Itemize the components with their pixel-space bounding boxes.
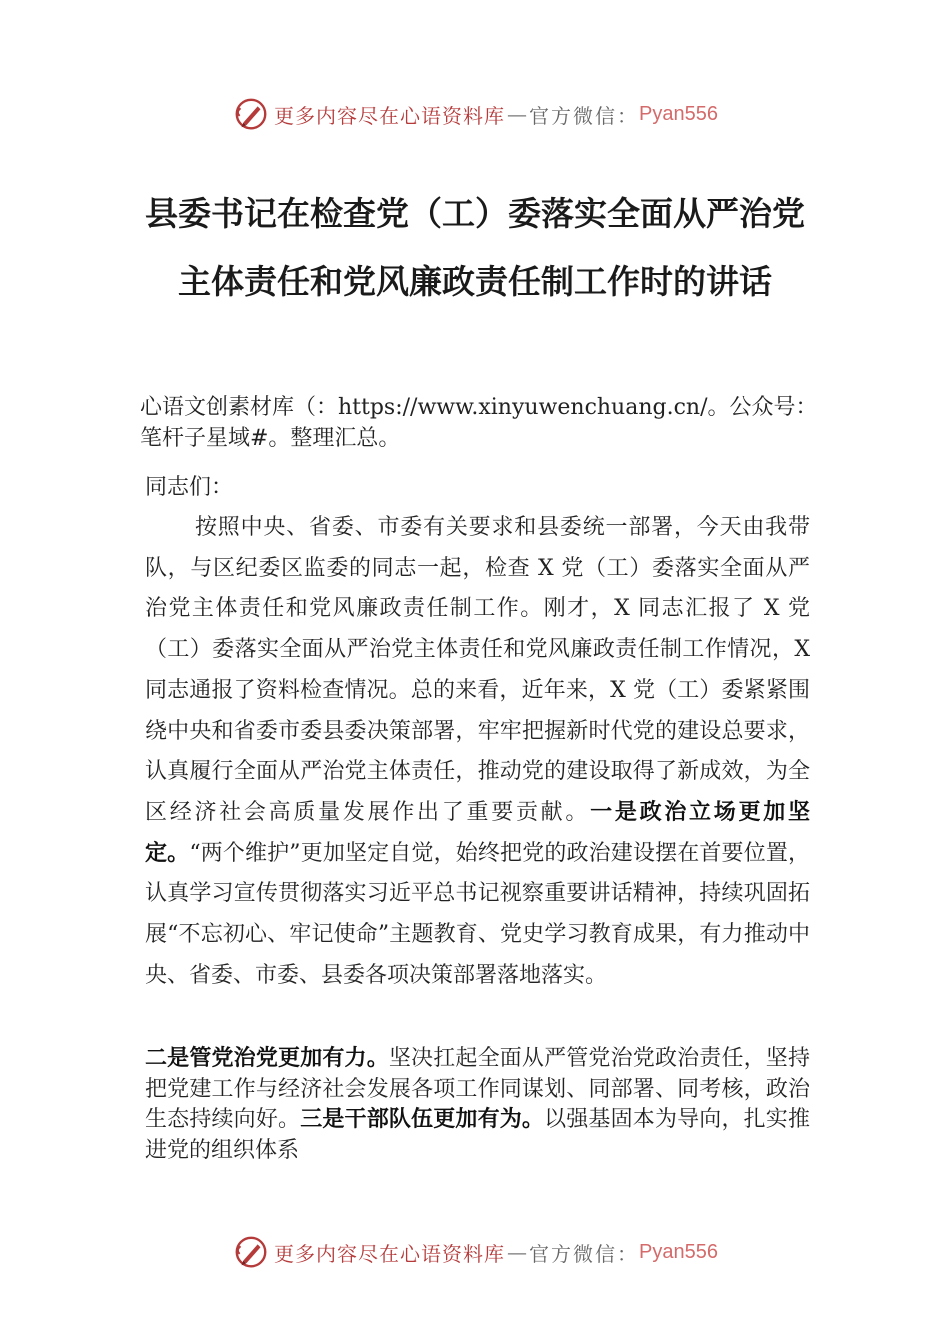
banner-wechat-id: Pyan556 xyxy=(639,102,718,125)
pen-logo-icon xyxy=(232,1233,270,1271)
banner-slogan: 更多内容尽在心语资料库 xyxy=(274,1241,506,1266)
point-1-text: “两个维护”更加坚定自觉，始终把党的政治建设摆在首要位置，认真学习宣传贯彻落实习近平总书记视察重要讲话精神，持续巩固拓展“不忘初心、牢记使命”主题教育、党史学习教育成果，有力推动中央、省委、市委、县委各项决策部署落地落实。 xyxy=(145,840,810,988)
banner-separator: — xyxy=(507,102,528,126)
point-1-heading: 一是政治立场更加坚定。 xyxy=(145,799,810,866)
point-3-text: 以强基固本为导向，扎实推进党的组织体系 xyxy=(145,1107,810,1163)
point-2-heading: 二是管党治党更加有力。 xyxy=(145,1046,389,1071)
banner-wechat-label: 官方微信： xyxy=(529,1241,640,1266)
document-title: 县委书记在检查党（工）委落实全面从严治党主体责任和党风廉政责任制工作时的讲话 xyxy=(145,194,805,301)
paragraph-1 xyxy=(145,508,810,996)
footer-banner xyxy=(0,1232,950,1272)
banner-slogan: 更多内容尽在心语资料库 xyxy=(274,103,506,128)
paragraph-2 xyxy=(145,1044,810,1166)
greeting: 同志们： xyxy=(145,475,234,500)
pen-logo-icon xyxy=(232,95,270,133)
banner-wechat-id: Pyan556 xyxy=(639,1240,718,1263)
header-banner xyxy=(0,94,950,134)
source-note: 心语文创素材库（：https://www.xinyuwenchuang.cn/。公众号：笔杆子星域#。整理汇总。 xyxy=(140,395,818,451)
banner-wechat-label: 官方微信： xyxy=(529,103,640,128)
banner-separator: — xyxy=(507,1240,528,1264)
point-3-heading: 三是干部队伍更加有为。 xyxy=(300,1107,545,1132)
point-2-text: 坚决扛起全面从严管党治党政治责任，坚持把党建工作与经济社会发展各项工作同谋划、同部署、同考核，政治生态持续向好。 xyxy=(145,1046,810,1132)
paragraph-1-text: 按照中央、省委、市委有关要求和县委统一部署，今天由我带队，与区纪委区监委的同志一起，检查 X 党（工）委落实全面从严治党主体责任和党风廉政责任制工作。刚才，X 同志汇报了 X 党（工）委落实全面从严治党主体责任和党风廉政责任制工作情况，X 同志通报了资料检查情况。总的来看，近年来，X 党（工）委紧紧围绕中央和省委市委县委决策部署，牢牢把握新时代党的建设总要求，认真履行全面从严治党主体责任，推动党的建设取得了新成效，为全区经济社会高质量发展作出了重要贡献。 xyxy=(145,515,810,825)
